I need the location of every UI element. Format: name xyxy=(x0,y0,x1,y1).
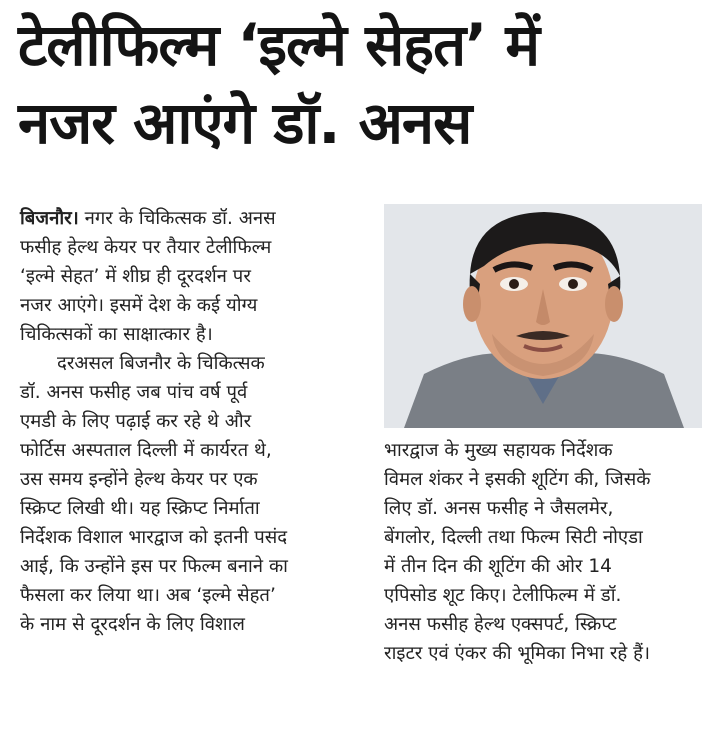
article-line: विमल शंकर ने इसकी शूटिंग की, जिसके xyxy=(384,469,651,490)
article-line xyxy=(20,204,365,233)
article-line: फोर्टिस अस्पताल दिल्ली में कार्यरत थे, xyxy=(20,440,272,461)
article-line: अनस फसीह हेल्थ एक्सपर्ट, स्क्रिप्ट xyxy=(384,614,617,635)
article-line: फसीह हेल्थ केयर पर तैयार टेलीफिल्म xyxy=(20,237,272,258)
article-line: एपिसोड शूट किए। टेलीफिल्म में डॉ. xyxy=(384,585,622,606)
article-line: आई, कि उन्होंने इस पर फिल्म बनाने का xyxy=(20,556,288,577)
article-column-right xyxy=(384,436,704,668)
article-line: राइटर एवं एंकर की भूमिका निभा रहे हैं। xyxy=(384,643,650,664)
article-line: ‘इल्मे सेहत’ में शीघ्र ही दूरदर्शन पर xyxy=(20,266,251,287)
article-line: निर्देशक विशाल भारद्वाज को इतनी पसंद xyxy=(20,527,288,548)
article-line: स्क्रिप्ट लिखी थी। यह स्क्रिप्ट निर्माता xyxy=(20,498,260,519)
portrait-illustration xyxy=(384,204,702,428)
headline xyxy=(18,6,708,162)
article-column-left xyxy=(20,204,365,639)
article-line: फैसला कर लिया था। अब ‘इल्मे सेहत’ xyxy=(20,585,276,606)
article-line: दरअसल बिजनौर के चिकित्सक xyxy=(57,353,265,374)
article-line: उस समय इन्होंने हेल्थ केयर पर एक xyxy=(20,469,258,490)
article-line: चिकित्सकों का साक्षात्कार है। xyxy=(20,324,213,345)
headline-line-1: टेलीफिल्म ‘इल्मे सेहत’ में xyxy=(18,11,540,79)
dateline: बिजनौर। xyxy=(20,208,79,229)
headline-line-2: नजर आएंगे डॉ. अनस xyxy=(18,89,472,157)
article-line: में तीन दिन की शूटिंग की ओर 14 xyxy=(384,556,612,577)
article-line: एमडी के लिए पढ़ाई कर रहे थे और xyxy=(20,411,252,432)
article-line: भारद्वाज के मुख्य सहायक निर्देशक xyxy=(384,440,613,461)
article-line: बेंगलोर, दिल्ली तथा फिल्म सिटी नोएडा xyxy=(384,527,643,548)
article-line-text: नगर के चिकित्सक डॉ. अनस xyxy=(84,208,276,229)
article-line: नजर आएंगे। इसमें देश के कई योग्य xyxy=(20,295,258,316)
portrait-photo xyxy=(384,204,702,428)
article-line: डॉ. अनस फसीह जब पांच वर्ष पूर्व xyxy=(20,382,248,403)
article-line: लिए डॉ. अनस फसीह ने जैसलमेर, xyxy=(384,498,614,519)
article-line: के नाम से दूरदर्शन के लिए विशाल xyxy=(20,614,245,635)
